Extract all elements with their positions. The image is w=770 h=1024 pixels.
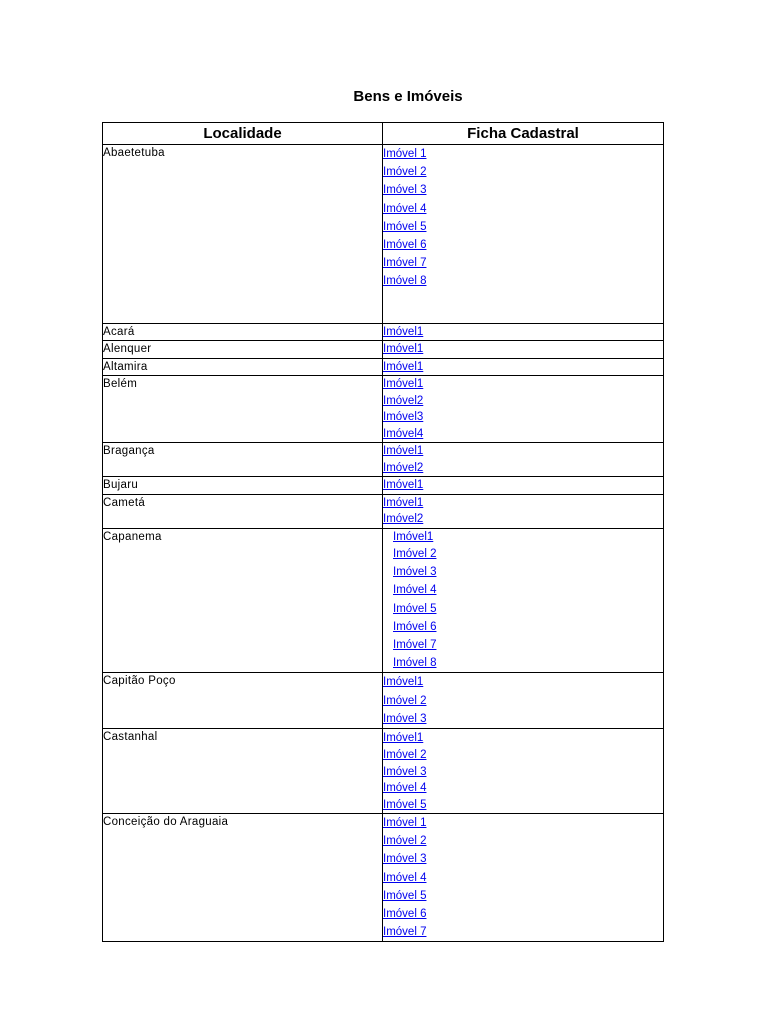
- property-sheet-link[interactable]: Imóvel 3: [383, 765, 427, 778]
- locality-cell: Capanema: [103, 528, 383, 673]
- sheet-links-cell: [383, 323, 664, 341]
- properties-table: [102, 122, 664, 942]
- property-sheet-link[interactable]: Imóvel 4: [393, 584, 437, 597]
- property-sheet-link[interactable]: Imóvel 1: [383, 148, 427, 160]
- property-sheet-link[interactable]: Imóvel3: [383, 411, 424, 423]
- property-sheet-link[interactable]: Imóvel1: [383, 325, 424, 338]
- property-sheet-link[interactable]: Imóvel 2: [383, 166, 427, 179]
- sheet-column-header: Ficha Cadastral: [383, 123, 664, 145]
- property-sheet-link[interactable]: Imóvel 5: [383, 220, 427, 233]
- property-sheet-link[interactable]: Imóvel 4: [383, 871, 427, 884]
- property-sheet-link[interactable]: Imóvel2: [383, 513, 424, 525]
- property-sheet-link[interactable]: Imóvel 7: [383, 257, 427, 270]
- locality-cell: Altamira: [103, 358, 383, 376]
- sheet-links-cell: [383, 477, 664, 495]
- property-sheet-link[interactable]: Imóvel 5: [383, 798, 427, 811]
- property-sheet-link[interactable]: Imóvel4: [383, 427, 424, 440]
- property-sheet-link[interactable]: Imóvel 2: [383, 835, 427, 848]
- property-sheet-link[interactable]: Imóvel 4: [383, 202, 427, 215]
- property-sheet-link[interactable]: Imóvel1: [383, 343, 424, 355]
- property-sheet-link[interactable]: Imóvel 2: [393, 548, 437, 560]
- property-sheet-link[interactable]: Imóvel 5: [383, 889, 427, 902]
- property-sheet-link[interactable]: Imóvel1: [383, 378, 424, 390]
- sheet-links-cell: [383, 145, 664, 324]
- property-sheet-link[interactable]: Imóvel 6: [383, 908, 427, 920]
- sheet-links-cell: [383, 358, 664, 376]
- property-sheet-link[interactable]: Imóvel 7: [383, 926, 427, 939]
- locality-cell: Belém: [103, 376, 383, 443]
- property-sheet-link[interactable]: Imóvel2: [383, 461, 424, 474]
- property-sheet-link[interactable]: Imóvel1: [383, 360, 424, 373]
- property-sheet-link[interactable]: Imóvel 6: [393, 620, 437, 633]
- table-row: [103, 728, 664, 813]
- locality-column-header: Localidade: [103, 123, 383, 145]
- table-row: [103, 323, 664, 341]
- sheet-links-cell: [383, 673, 664, 729]
- property-sheet-link[interactable]: Imóvel 3: [383, 853, 427, 866]
- property-sheet-link[interactable]: Imóvel 3: [383, 184, 427, 197]
- sheet-links-cell: [383, 494, 664, 528]
- property-sheet-link[interactable]: Imóvel1: [393, 530, 434, 543]
- property-sheet-link[interactable]: Imóvel1: [383, 445, 424, 457]
- sheet-links-cell: [383, 341, 664, 359]
- table-row: [103, 814, 664, 942]
- table-row: [103, 443, 664, 477]
- table-row: [103, 376, 664, 443]
- locality-cell: Conceição do Araguaia: [103, 814, 383, 942]
- property-sheet-link[interactable]: Imóvel1: [383, 731, 424, 744]
- locality-cell: Abaetetuba: [103, 145, 383, 324]
- table-row: [103, 341, 664, 359]
- property-sheet-link[interactable]: Imóvel1: [383, 496, 424, 509]
- document-title: Bens e Imóveis: [353, 88, 463, 105]
- sheet-links-cell: [383, 814, 664, 942]
- locality-cell: Bragança: [103, 443, 383, 477]
- table-row: [103, 477, 664, 495]
- table-row: [103, 494, 664, 528]
- locality-cell: Bujaru: [103, 477, 383, 495]
- table-header-row: [103, 123, 664, 145]
- property-sheet-link[interactable]: Imóvel 2: [383, 694, 427, 707]
- table-row: [103, 673, 664, 729]
- sheet-links-cell: [383, 376, 664, 443]
- sheet-links-cell: [383, 728, 664, 813]
- locality-cell: Alenquer: [103, 341, 383, 359]
- property-sheet-link[interactable]: Imóvel 4: [383, 782, 427, 795]
- locality-cell: Acará: [103, 323, 383, 341]
- property-sheet-link[interactable]: Imóvel 8: [393, 657, 437, 670]
- sheet-links-cell: [383, 443, 664, 477]
- property-sheet-link[interactable]: Imóvel1: [383, 479, 424, 491]
- property-sheet-link[interactable]: Imóvel 3: [393, 566, 437, 579]
- property-sheet-link[interactable]: Imóvel 2: [383, 749, 427, 762]
- property-sheet-link[interactable]: Imóvel2: [383, 394, 424, 407]
- table-row: [103, 528, 664, 673]
- property-sheet-link[interactable]: Imóvel 7: [393, 638, 437, 651]
- table-body: [103, 145, 664, 942]
- table-row: [103, 358, 664, 376]
- property-sheet-link[interactable]: Imóvel 5: [393, 602, 437, 615]
- property-sheet-link[interactable]: Imóvel 3: [383, 712, 427, 725]
- locality-cell: Cametá: [103, 494, 383, 528]
- property-sheet-link[interactable]: Imóvel1: [383, 676, 424, 689]
- property-sheet-link[interactable]: Imóvel 6: [383, 238, 427, 251]
- locality-cell: Castanhal: [103, 728, 383, 813]
- sheet-links-cell: [383, 528, 664, 673]
- property-sheet-link[interactable]: Imóvel 8: [383, 275, 427, 288]
- locality-cell: Capitão Poço: [103, 673, 383, 729]
- property-sheet-link[interactable]: Imóvel 1: [383, 817, 427, 830]
- table-row: [103, 145, 664, 324]
